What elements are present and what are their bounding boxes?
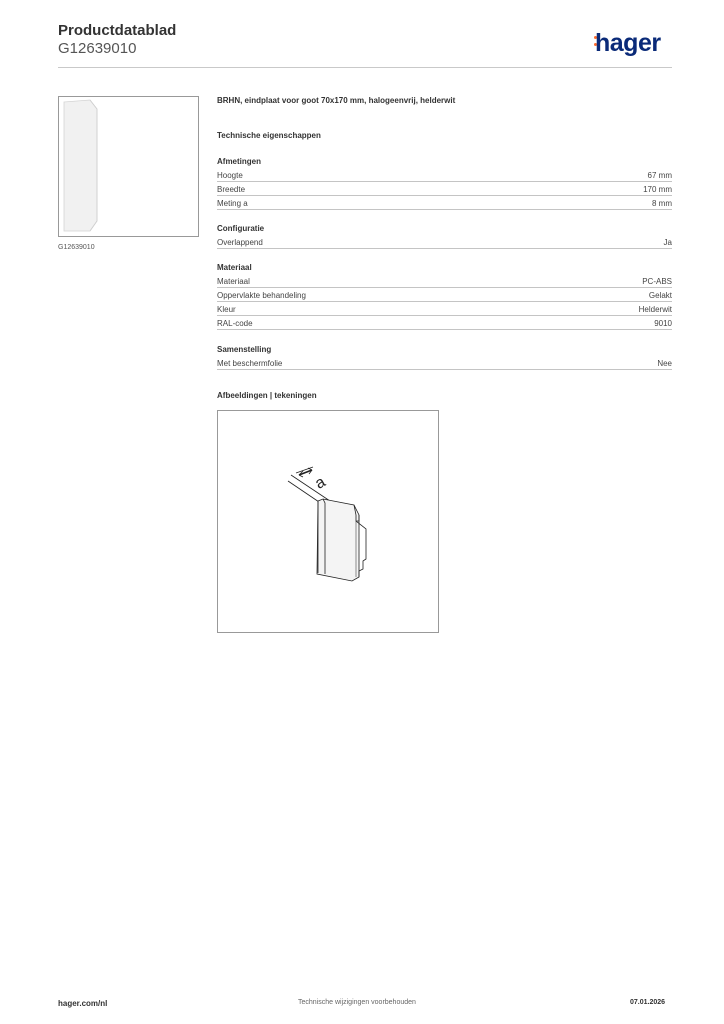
spec-row [217,275,672,288]
dimension-label: a [312,473,329,493]
spec-value: Nee [657,359,672,368]
spec-row [217,357,672,370]
spec-label: Oppervlakte behandeling [217,291,306,300]
spec-label: Kleur [217,305,236,314]
spec-value: Ja [663,238,672,247]
product-image [58,96,199,237]
header-divider [58,67,672,68]
section-title: Afmetingen [217,157,261,166]
technical-drawing [217,410,439,633]
spec-value: 9010 [654,319,672,328]
spec-label: Meting a [217,199,248,208]
spec-row [217,169,672,182]
spec-label: RAL-code [217,319,253,328]
section-title: Materiaal [217,263,252,272]
spec-row [217,183,672,196]
spec-value: 170 mm [643,185,672,194]
spec-value: Helderwit [638,305,672,314]
image-caption: G12639010 [58,244,95,251]
spec-row [217,303,672,316]
spec-label: Materiaal [217,277,250,286]
end-plate-drawing-icon [218,411,438,632]
product-description: BRHN, eindplaat voor goot 70x170 mm, halogeenvrij, helderwit [217,96,456,105]
spec-value: PC-ABS [642,277,672,286]
spec-value: Gelakt [648,291,672,300]
footer-website-link[interactable]: hager.com/nl [58,999,108,1008]
product-code: G12639010 [58,40,137,57]
section-title: Samenstelling [217,345,272,354]
footer-notice: Technische wijzigingen voorbehouden [298,999,416,1006]
section-title: Configuratie [217,224,265,233]
spec-label: Overlappend [217,238,263,247]
spec-label: Hoogte [217,171,243,180]
spec-value: 67 mm [647,171,672,180]
footer-date: 07.01.2026 [630,999,666,1006]
spec-label: Met beschermfolie [217,359,283,368]
spec-row [217,289,672,302]
spec-row [217,236,672,249]
spec-value: 8 mm [652,199,672,208]
spec-row [217,317,672,330]
spec-row [217,197,672,210]
spec-label: Breedte [217,185,246,194]
tech-heading: Technische eigenschappen [217,131,321,140]
page-title: Productdatablad [58,22,177,39]
drawings-heading: Afbeeldingen | tekeningen [217,391,317,400]
hager-logo: hager [595,29,661,57]
end-plate-photo-icon [59,97,198,236]
